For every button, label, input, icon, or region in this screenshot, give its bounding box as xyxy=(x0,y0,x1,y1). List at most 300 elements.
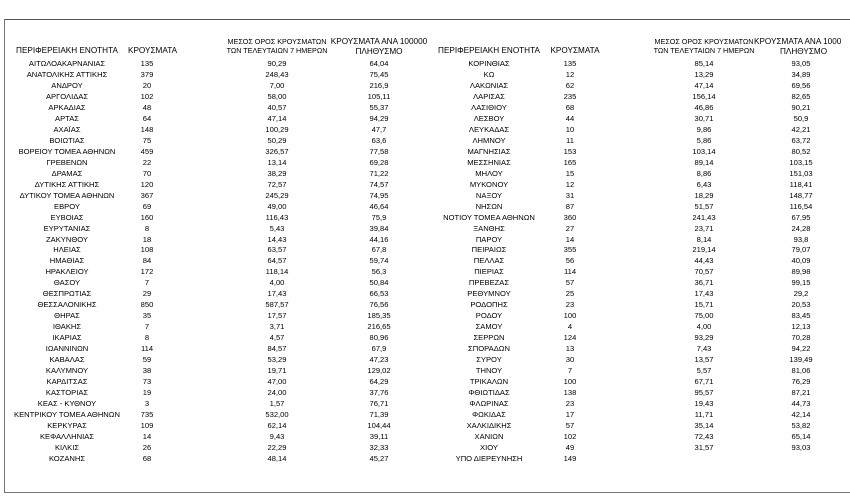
left-region-cell: ΑΡΤΑΣ xyxy=(55,113,79,123)
right-avg-7day-cell: 11,71 xyxy=(694,410,714,419)
right-per-pop-cell: 90,21 xyxy=(791,102,811,112)
right-per-pop-cell: 70,28 xyxy=(791,333,811,343)
left-cases-cell: 160 xyxy=(140,212,154,222)
left-region-cell: ΒΟΡΕΙΟΥ ΤΟΜΕΑ ΑΘΗΝΩΝ xyxy=(18,146,116,156)
left-cases-cell: 8 xyxy=(144,333,150,343)
left-avg-7day-cell: 7,00 xyxy=(269,80,285,90)
right-avg-7day-cell: 156,14 xyxy=(692,91,716,101)
left-per-pop-cell: 76,56 xyxy=(369,300,389,310)
left-per-pop-cell: 71,22 xyxy=(369,168,389,178)
right-avg-7day-cell: 18,29 xyxy=(694,190,714,200)
left-avg-7day-cell: 63,57 xyxy=(267,245,287,255)
table-row xyxy=(0,322,850,333)
left-cases-cell: 108 xyxy=(140,245,154,255)
right-region-cell: ΦΩΚΙΔΑΣ xyxy=(472,410,506,419)
left-per-pop-cell: 39,11 xyxy=(369,431,389,441)
left-region-cell: ΓΡΕΒΕΝΩΝ xyxy=(46,157,88,167)
table-row xyxy=(0,454,850,465)
right-region-cell: ΛΕΥΚΑΔΑΣ xyxy=(468,124,510,134)
table-row xyxy=(0,202,850,213)
right-region-cell: ΠΙΕΡΙΑΣ xyxy=(474,267,504,277)
right-cases-cell: 23 xyxy=(565,300,575,310)
right-region-cell: ΛΑΡΙΣΑΣ xyxy=(473,91,505,101)
left-cases-cell: 114 xyxy=(140,344,154,354)
left-cases-cell: 367 xyxy=(140,190,154,200)
left-cases-cell: 69 xyxy=(142,201,152,211)
right-region-cell: ΡΟΔΟΥ xyxy=(475,311,503,321)
right-region-cell: ΠΕΙΡΑΙΩΣ xyxy=(471,245,507,255)
left-region-cell: ΔΥΤΙΚΗΣ ΑΤΤΙΚΗΣ xyxy=(34,179,100,189)
table-row xyxy=(0,125,850,136)
right-per-pop-cell: 118,41 xyxy=(789,179,813,189)
right-avg-7day-cell: 67,71 xyxy=(694,377,714,387)
right-region-cell: ΜΕΣΣΗΝΙΑΣ xyxy=(467,157,511,167)
left-region-cell: ΗΛΕΙΑΣ xyxy=(53,245,81,255)
left-cases-cell: 35 xyxy=(142,311,152,321)
table-row xyxy=(0,333,850,344)
right-cases-cell: 114 xyxy=(563,267,577,277)
right-region-cell: ΡΕΘΥΜΝΟΥ xyxy=(467,289,511,299)
right-cases-cell: 153 xyxy=(563,146,577,156)
right-cases-cell: 149 xyxy=(563,453,577,463)
table-top-border xyxy=(4,19,850,20)
left-per-pop-cell: 185,35 xyxy=(367,311,391,321)
table-row xyxy=(0,169,850,180)
left-avg-7day-cell: 326,57 xyxy=(265,146,289,156)
left-region-cell: ΒΟΙΩΤΙΑΣ xyxy=(49,135,85,145)
left-region-cell: ΚΕΦΑΛΛΗΝΙΑΣ xyxy=(39,431,95,441)
right-cases-cell: 235 xyxy=(563,91,577,101)
left-cases-cell: 26 xyxy=(142,442,152,452)
left-avg-7day-cell: 40,57 xyxy=(267,102,287,112)
right-cases-cell: 138 xyxy=(563,388,577,398)
left-cases-cell: 14 xyxy=(142,431,152,441)
left-region-cell: ΚΕΝΤΡΙΚΟΥ ΤΟΜΕΑ ΑΘΗΝΩΝ xyxy=(14,410,120,419)
right-per-pop-cell: 40,09 xyxy=(791,256,811,266)
right-region-cell: ΥΠΟ ΔΙΕΡΕΥΝΗΣΗ xyxy=(455,453,523,463)
left-avg-7day-cell: 90,29 xyxy=(267,59,287,68)
right-per-pop-cell: 87,21 xyxy=(791,388,811,398)
right-cases-cell: 12 xyxy=(565,179,575,189)
table-row xyxy=(0,81,850,92)
right-per-pop-cell: 34,89 xyxy=(791,69,811,79)
table-row xyxy=(0,235,850,246)
right-avg-7day-cell: 23,71 xyxy=(694,223,714,233)
left-cases-cell: 735 xyxy=(140,410,154,419)
table-row xyxy=(0,213,850,224)
left-region-cell: ΑΡΚΑΔΙΑΣ xyxy=(48,102,86,112)
left-per-pop-cell: 66,53 xyxy=(369,289,389,299)
right-region-cell: ΝΑΞΟΥ xyxy=(475,190,503,200)
right-avg-7day-cell: 241,43 xyxy=(692,212,716,222)
right-cases-cell: 355 xyxy=(563,245,577,255)
left-cases-cell: 19 xyxy=(142,388,152,398)
left-cases-cell: 68 xyxy=(142,453,152,463)
header-per100k-left-line2: ΠΛΗΘΥΣΜΟ xyxy=(355,47,403,56)
right-per-pop-cell: 53,82 xyxy=(791,420,811,430)
right-per-pop-cell: 12,13 xyxy=(791,322,811,332)
left-per-pop-cell: 55,37 xyxy=(369,102,389,112)
right-region-cell: ΠΑΡΟΥ xyxy=(475,234,503,244)
right-region-cell: ΦΛΩΡΙΝΑΣ xyxy=(469,399,509,409)
right-per-pop-cell: 69,56 xyxy=(791,80,811,90)
left-avg-7day-cell: 50,29 xyxy=(267,135,287,145)
left-cases-cell: 20 xyxy=(142,80,152,90)
right-cases-cell: 14 xyxy=(565,234,575,244)
right-avg-7day-cell: 17,43 xyxy=(694,289,714,299)
left-avg-7day-cell: 532,00 xyxy=(265,410,289,419)
right-per-pop-cell: 93,03 xyxy=(791,442,811,452)
right-region-cell: ΚΟΡΙΝΘΙΑΣ xyxy=(468,59,510,68)
table-row xyxy=(0,158,850,169)
left-avg-7day-cell: 248,43 xyxy=(265,69,289,79)
left-per-pop-cell: 67,9 xyxy=(371,344,387,354)
right-region-cell: ΧΙΟΥ xyxy=(480,442,498,452)
left-region-cell: ΙΩΑΝΝΙΝΩΝ xyxy=(45,344,89,354)
left-avg-7day-cell: 5,43 xyxy=(269,223,285,233)
right-cases-cell: 57 xyxy=(565,278,575,288)
left-avg-7day-cell: 24,00 xyxy=(267,388,287,398)
right-region-cell: ΜΗΛΟΥ xyxy=(475,168,503,178)
right-region-cell: ΝΗΣΩΝ xyxy=(475,201,503,211)
right-per-pop-cell: 42,21 xyxy=(791,124,811,134)
table-row xyxy=(0,191,850,202)
table-row xyxy=(0,410,850,421)
right-avg-7day-cell: 89,14 xyxy=(694,157,714,167)
left-avg-7day-cell: 9,43 xyxy=(269,431,285,441)
left-cases-cell: 109 xyxy=(140,420,154,430)
right-per-pop-cell: 80,52 xyxy=(791,146,811,156)
left-per-pop-cell: 74,95 xyxy=(369,190,389,200)
right-cases-cell: 23 xyxy=(565,399,575,409)
right-region-cell: ΡΟΔΟΠΗΣ xyxy=(470,300,508,310)
left-region-cell: ΗΜΑΘΙΑΣ xyxy=(49,256,85,266)
left-cases-cell: 172 xyxy=(140,267,154,277)
left-region-cell: ΚΑΒΑΛΑΣ xyxy=(49,355,85,365)
header-avg-right-line2: ΤΩΝ ΤΕΛΕΥΤΑΙΩΝ 7 ΗΜΕΡΩΝ xyxy=(653,46,755,55)
left-cases-cell: 459 xyxy=(140,146,154,156)
left-region-cell: ΚΙΛΚΙΣ xyxy=(54,442,80,452)
left-avg-7day-cell: 4,00 xyxy=(269,278,285,288)
left-avg-7day-cell: 19,71 xyxy=(267,366,287,376)
left-avg-7day-cell: 38,29 xyxy=(267,168,287,178)
table-row xyxy=(0,59,850,70)
left-cases-cell: 135 xyxy=(140,59,154,68)
right-cases-cell: 49 xyxy=(565,442,575,452)
table-row xyxy=(0,70,850,81)
left-cases-cell: 22 xyxy=(142,157,152,167)
right-per-pop-cell: 83,45 xyxy=(791,311,811,321)
left-cases-cell: 38 xyxy=(142,366,152,376)
right-cases-cell: 44 xyxy=(565,113,575,123)
left-avg-7day-cell: 58,00 xyxy=(267,91,287,101)
right-cases-cell: 56 xyxy=(565,256,575,266)
left-avg-7day-cell: 84,57 xyxy=(267,344,287,354)
table-row xyxy=(0,388,850,399)
right-avg-7day-cell: 219,14 xyxy=(692,245,716,255)
left-cases-cell: 102 xyxy=(140,91,154,101)
left-per-pop-cell: 47,23 xyxy=(369,355,389,365)
right-cases-cell: 25 xyxy=(565,289,575,299)
left-per-pop-cell: 76,71 xyxy=(369,399,389,409)
table-row xyxy=(0,256,850,267)
right-region-cell: ΠΕΛΛΑΣ xyxy=(473,256,505,266)
right-avg-7day-cell: 13,29 xyxy=(694,69,714,79)
right-per-pop-cell: 42,14 xyxy=(791,410,811,419)
left-avg-7day-cell: 47,00 xyxy=(267,377,287,387)
left-cases-cell: 70 xyxy=(142,168,152,178)
right-region-cell: ΝΟΤΙΟΥ ΤΟΜΕΑ ΑΘΗΝΩΝ xyxy=(443,212,535,222)
left-cases-cell: 3 xyxy=(144,399,150,409)
left-region-cell: ΚΟΖΑΝΗΣ xyxy=(48,453,86,463)
right-per-pop-cell: 29,2 xyxy=(793,289,809,299)
right-avg-7day-cell: 5,86 xyxy=(696,135,712,145)
header-per100k-left-line1: ΚΡΟΥΣΜΑΤΑ ΑΝΑ 100000 xyxy=(330,37,428,46)
right-cases-cell: 135 xyxy=(563,59,577,68)
left-region-cell: ΚΑΡΔΙΤΣΑΣ xyxy=(46,377,88,387)
table-bottom-border xyxy=(4,492,850,493)
left-per-pop-cell: 129,02 xyxy=(367,366,391,376)
right-per-pop-cell: 81,06 xyxy=(791,366,811,376)
table-row xyxy=(0,366,850,377)
right-per-pop-cell: 99,15 xyxy=(791,278,811,288)
right-cases-cell: 11 xyxy=(566,135,574,145)
left-avg-7day-cell: 4,57 xyxy=(269,333,285,343)
right-avg-7day-cell: 103,14 xyxy=(692,146,716,156)
right-per-pop-cell: 82,65 xyxy=(791,91,811,101)
right-avg-7day-cell: 30,71 xyxy=(694,113,714,123)
right-region-cell: ΠΡΕΒΕΖΑΣ xyxy=(468,278,510,288)
table-row xyxy=(0,300,850,311)
right-region-cell: ΦΘΙΩΤΙΔΑΣ xyxy=(468,388,510,398)
right-avg-7day-cell: 4,00 xyxy=(696,322,712,332)
left-per-pop-cell: 67,8 xyxy=(371,245,387,255)
left-per-pop-cell: 64,04 xyxy=(369,59,389,68)
left-per-pop-cell: 44,16 xyxy=(369,234,389,244)
left-region-cell: ΙΚΑΡΙΑΣ xyxy=(52,333,82,343)
right-avg-7day-cell: 35,14 xyxy=(694,420,714,430)
right-avg-7day-cell: 75,00 xyxy=(694,311,714,321)
right-per-pop-cell: 79,07 xyxy=(791,245,811,255)
header-avg-left-line2: ΤΩΝ ΤΕΛΕΥΤΑΙΩΝ 7 ΗΜΕΡΩΝ xyxy=(226,46,328,55)
right-avg-7day-cell: 93,29 xyxy=(694,333,714,343)
left-cases-cell: 84 xyxy=(142,256,152,266)
left-cases-cell: 29 xyxy=(142,289,152,299)
right-per-pop-cell: 63,72 xyxy=(791,135,811,145)
right-per-pop-cell: 20,53 xyxy=(791,300,811,310)
right-cases-cell: 62 xyxy=(565,80,575,90)
table-row xyxy=(0,224,850,235)
right-cases-cell: 10 xyxy=(565,124,575,134)
right-region-cell: ΤΗΝΟΥ xyxy=(475,366,503,376)
left-avg-7day-cell: 48,14 xyxy=(267,453,287,463)
right-avg-7day-cell: 13,57 xyxy=(694,355,714,365)
table-row xyxy=(0,136,850,147)
right-cases-cell: 57 xyxy=(565,420,575,430)
left-region-cell: ΘΑΣΟΥ xyxy=(53,278,81,288)
header-avg-left-line1: ΜΕΣΟΣ ΟΡΟΣ ΚΡΟΥΣΜΑΤΩΝ xyxy=(227,37,327,46)
left-region-cell: ΚΕΑΣ - ΚΥΘΝΟΥ xyxy=(37,399,97,409)
left-cases-cell: 48 xyxy=(142,102,152,112)
right-region-cell: ΜΥΚΟΝΟΥ xyxy=(469,179,509,189)
left-region-cell: ΑΡΓΟΛΙΔΑΣ xyxy=(45,91,89,101)
right-per-pop-cell: 94,22 xyxy=(791,344,811,354)
table-row xyxy=(0,114,850,125)
left-region-cell: ΚΑΛΥΜΝΟΥ xyxy=(45,366,89,376)
table-row xyxy=(0,147,850,158)
right-cases-cell: 165 xyxy=(563,157,577,167)
left-region-cell: ΕΥΒΟΙΑΣ xyxy=(50,212,84,222)
left-region-cell: ΘΕΣΠΡΩΤΙΑΣ xyxy=(42,289,92,299)
right-per-pop-cell: 76,29 xyxy=(791,377,811,387)
right-avg-7day-cell: 31,57 xyxy=(694,442,714,452)
right-region-cell: ΣΥΡΟΥ xyxy=(476,355,502,365)
left-region-cell: ΕΒΡΟΥ xyxy=(54,201,80,211)
left-cases-cell: 850 xyxy=(140,300,154,310)
left-region-cell: ΚΑΣΤΟΡΙΑΣ xyxy=(45,388,89,398)
right-avg-7day-cell: 72,43 xyxy=(694,431,714,441)
right-avg-7day-cell: 9,86 xyxy=(696,124,712,134)
right-region-cell: ΜΑΓΝΗΣΙΑΣ xyxy=(467,146,511,156)
left-per-pop-cell: 77,58 xyxy=(369,146,389,156)
right-per-pop-cell: 93,8 xyxy=(793,234,809,244)
left-avg-7day-cell: 118,14 xyxy=(265,267,289,277)
left-cases-cell: 64 xyxy=(142,113,152,123)
table-row xyxy=(0,311,850,322)
header-per1000-right-line1: ΚΡΟΥΣΜΑΤΑ ΑΝΑ 1000 xyxy=(754,37,842,46)
right-cases-cell: 68 xyxy=(565,102,575,112)
table-row xyxy=(0,289,850,300)
left-per-pop-cell: 32,33 xyxy=(369,442,389,452)
left-avg-7day-cell: 1,57 xyxy=(269,399,285,409)
table-row xyxy=(0,399,850,410)
right-per-pop-cell: 93,05 xyxy=(791,59,811,68)
header-avg-right-line1: ΜΕΣΟΣ ΟΡΟΣ ΚΡΟΥΣΜΑΤΩΝ xyxy=(654,37,754,46)
right-cases-cell: 7 xyxy=(567,366,573,376)
right-region-cell: ΛΑΣΙΘΙΟΥ xyxy=(471,102,507,112)
right-region-cell: ΛΕΣΒΟΥ xyxy=(473,113,505,123)
left-avg-7day-cell: 14,43 xyxy=(267,234,287,244)
right-cases-cell: 17 xyxy=(565,410,575,419)
header-cases-right: ΚΡΟΥΣΜΑΤΑ xyxy=(550,46,600,55)
right-per-pop-cell: 116,54 xyxy=(789,201,813,211)
right-avg-7day-cell: 95,57 xyxy=(694,388,714,398)
left-per-pop-cell: 75,9 xyxy=(371,212,387,222)
table-row xyxy=(0,245,850,256)
left-avg-7day-cell: 13,14 xyxy=(267,157,287,167)
left-per-pop-cell: 59,74 xyxy=(369,256,389,266)
right-avg-7day-cell: 15,71 xyxy=(694,300,714,310)
table-row xyxy=(0,267,850,278)
left-per-pop-cell: 105,11 xyxy=(367,91,391,101)
right-per-pop-cell: 24,28 xyxy=(791,223,811,233)
left-per-pop-cell: 69,28 xyxy=(369,157,389,167)
left-per-pop-cell: 75,45 xyxy=(369,69,389,79)
right-region-cell: ΤΡΙΚΑΛΩΝ xyxy=(469,377,509,387)
table-row xyxy=(0,92,850,103)
right-avg-7day-cell: 19,43 xyxy=(694,399,714,409)
left-per-pop-cell: 216,9 xyxy=(369,80,389,90)
right-cases-cell: 15 xyxy=(565,168,575,178)
table-row xyxy=(0,421,850,432)
left-per-pop-cell: 46,64 xyxy=(369,201,389,211)
left-region-cell: ΑΧΑΪΑΣ xyxy=(53,124,81,134)
left-cases-cell: 73 xyxy=(142,377,152,387)
header-per1000-right-line2: ΠΛΗΘΥΣΜΟ xyxy=(780,47,828,56)
left-avg-7day-cell: 53,29 xyxy=(267,355,287,365)
left-avg-7day-cell: 3,71 xyxy=(269,322,285,332)
table-row xyxy=(0,443,850,454)
left-cases-cell: 75 xyxy=(142,135,152,145)
table-row xyxy=(0,278,850,289)
right-cases-cell: 124 xyxy=(563,333,577,343)
left-per-pop-cell: 94,29 xyxy=(369,113,389,123)
right-region-cell: ΣΕΡΡΩΝ xyxy=(473,333,505,343)
left-cases-cell: 18 xyxy=(142,234,152,244)
right-cases-cell: 360 xyxy=(563,212,577,222)
left-per-pop-cell: 45,27 xyxy=(369,453,389,463)
right-avg-7day-cell: 6,43 xyxy=(696,179,712,189)
right-per-pop-cell: 139,49 xyxy=(789,355,813,365)
right-region-cell: ΣΠΟΡΑΔΩΝ xyxy=(468,344,510,354)
left-avg-7day-cell: 17,43 xyxy=(267,289,287,299)
left-cases-cell: 120 xyxy=(140,179,154,189)
right-cases-cell: 87 xyxy=(565,201,575,211)
left-region-cell: ΔΥΤΙΚΟΥ ΤΟΜΕΑ ΑΘΗΝΩΝ xyxy=(19,190,115,200)
left-per-pop-cell: 56,3 xyxy=(371,267,387,277)
left-avg-7day-cell: 64,57 xyxy=(267,256,287,266)
left-cases-cell: 8 xyxy=(144,223,150,233)
header-region-right: ΠΕΡΙΦΕΡΕΙΑΚΗ ΕΝΟΤΗΤΑ xyxy=(438,46,540,55)
left-avg-7day-cell: 17,57 xyxy=(267,311,287,321)
left-avg-7day-cell: 587,57 xyxy=(265,300,289,310)
right-cases-cell: 102 xyxy=(563,431,577,441)
left-cases-cell: 379 xyxy=(140,69,154,79)
left-per-pop-cell: 50,84 xyxy=(369,278,389,288)
right-avg-7day-cell: 7,43 xyxy=(696,344,712,354)
right-avg-7day-cell: 8,86 xyxy=(696,168,712,178)
right-per-pop-cell: 151,03 xyxy=(789,168,813,178)
right-region-cell: ΧΑΝΙΩΝ xyxy=(474,431,504,441)
right-cases-cell: 100 xyxy=(563,311,577,321)
right-per-pop-cell: 103,15 xyxy=(789,157,813,167)
right-avg-7day-cell: 44,43 xyxy=(694,256,714,266)
right-avg-7day-cell: 36,71 xyxy=(694,278,714,288)
left-region-cell: ΑΝΔΡΟΥ xyxy=(51,80,83,90)
left-cases-cell: 7 xyxy=(144,322,150,332)
right-cases-cell: 100 xyxy=(563,377,577,387)
left-region-cell: ΘΕΣΣΑΛΟΝΙΚΗΣ xyxy=(37,300,97,310)
right-region-cell: ΛΗΜΝΟΥ xyxy=(472,135,506,145)
right-avg-7day-cell: 47,14 xyxy=(694,80,714,90)
table-row xyxy=(0,377,850,388)
left-per-pop-cell: 80,96 xyxy=(369,333,389,343)
right-avg-7day-cell: 85,14 xyxy=(694,59,714,68)
right-avg-7day-cell: 51,57 xyxy=(694,201,714,211)
right-cases-cell: 13 xyxy=(565,344,575,354)
right-cases-cell: 31 xyxy=(565,190,575,200)
table-row xyxy=(0,180,850,191)
right-avg-7day-cell: 5,57 xyxy=(696,366,712,376)
right-region-cell: ΣΑΜΟΥ xyxy=(475,322,503,332)
right-per-pop-cell: 50,9 xyxy=(793,113,809,123)
right-avg-7day-cell: 8,14 xyxy=(696,234,712,244)
left-avg-7day-cell: 47,14 xyxy=(267,113,287,123)
left-region-cell: ΕΥΡΥΤΑΝΙΑΣ xyxy=(43,223,91,233)
left-cases-cell: 7 xyxy=(144,278,150,288)
table-row xyxy=(0,432,850,443)
right-cases-cell: 4 xyxy=(567,322,573,332)
